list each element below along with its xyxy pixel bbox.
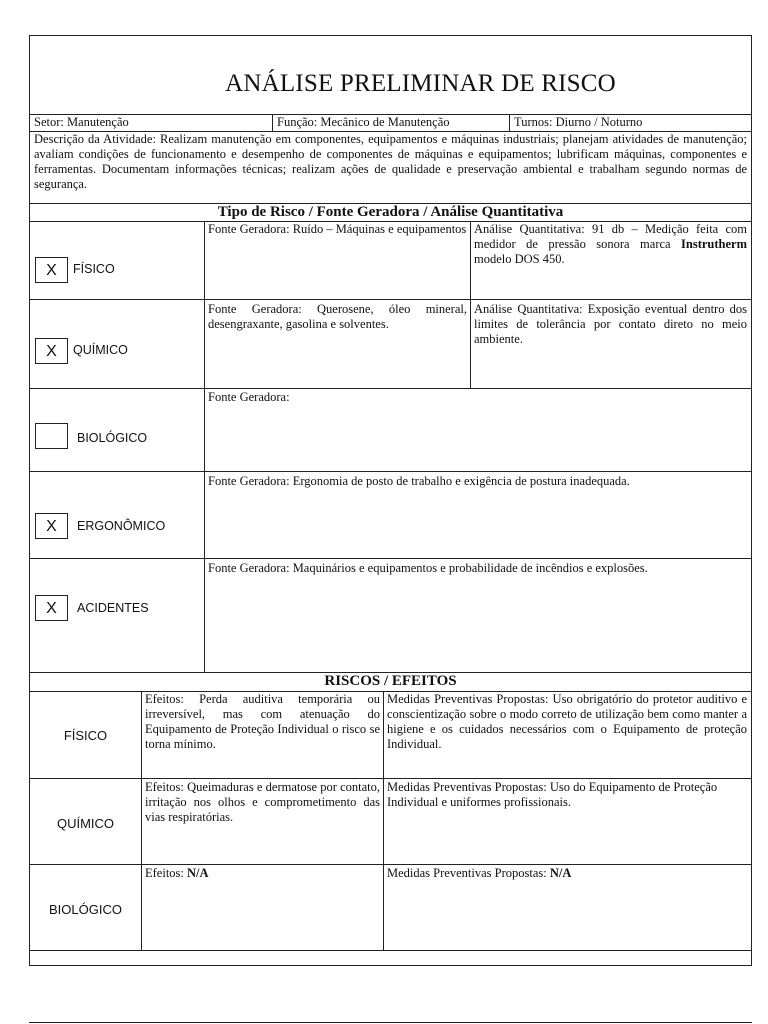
- fonte-geradora-ergonomico: Fonte Geradora: Ergonomia de posto de trabalho e exigência de postura inadequada.: [208, 474, 630, 488]
- checkbox-ergonomico[interactable]: X: [35, 513, 68, 539]
- section-title-risk-types: Tipo de Risco / Fonte Geradora / Análise Quantitativa: [217, 204, 564, 220]
- effects-row-label-quimico: QUÍMICO: [56, 816, 115, 831]
- efeitos-fisico: Efeitos: Perda auditiva temporária ou irreversível, mas com atenuação do Equipamento de Proteção Individual o risco se torna mínimo.: [145, 692, 380, 751]
- risk-label-biologico: BIOLÓGICO: [77, 431, 148, 445]
- divider: [30, 864, 751, 865]
- divider: [470, 221, 471, 388]
- divider: [383, 691, 384, 950]
- footer-divider: [29, 1022, 752, 1023]
- risk-label-fisico: FÍSICO: [73, 262, 115, 276]
- divider: [509, 114, 510, 131]
- divider: [30, 299, 751, 300]
- checkbox-fisico[interactable]: X: [35, 257, 68, 283]
- activity-description: Descrição da Atividade: Realizam manutenção em componentes, equipamentos e máquinas industriais; planejam atividades de manutenção; avaliam condições de funcionamento e desempenho de componentes de máquinas e equipamentos; lubrificam máquinas, componentes e ferramentas. Documentam informações técnicas; realizam ações de qualidade e preservação ambiental e trabalham segundo normas de segurança.: [34, 132, 747, 191]
- efeitos-quimico: Efeitos: Queimaduras e dermatose por contato, irritação nos olhos e comprometimento das vias respiratórias.: [145, 780, 380, 824]
- setor-label: Setor: Manutenção: [34, 115, 129, 129]
- page-title: ANÁLISE PRELIMINAR DE RISCO: [225, 70, 616, 97]
- risk-label-quimico: QUÍMICO: [73, 343, 128, 357]
- checkbox-quimico[interactable]: X: [35, 338, 68, 364]
- checkbox-biologico[interactable]: [35, 423, 68, 449]
- medidas-biologico: Medidas Preventivas Propostas: N/A: [387, 866, 572, 880]
- fonte-geradora-fisico: Fonte Geradora: Ruído – Máquinas e equipamentos: [208, 222, 467, 236]
- efeitos-biologico: Efeitos: N/A: [145, 866, 209, 880]
- divider: [30, 778, 751, 779]
- divider: [30, 471, 751, 472]
- analise-quantitativa-fisico: Análise Quantitativa: 91 db – Medição feita com medidor de pressão sonora marca Instrutherm modelo DOS 450.: [474, 222, 747, 266]
- medidas-fisico: Medidas Preventivas Propostas: Uso obrigatório do protetor auditivo e conscientização sobre o modo correto de utilização bem como manter a higiene e os cuidados necessários com o Equipamento de proteção Individual.: [387, 692, 747, 751]
- section-title-risks-effects: RISCOS / EFEITOS: [324, 673, 457, 689]
- checkbox-acidentes[interactable]: X: [35, 595, 68, 621]
- risk-label-acidentes: ACIDENTES: [77, 601, 149, 615]
- funcao-label: Função: Mecânico de Manutenção: [277, 115, 450, 129]
- divider: [30, 558, 751, 559]
- risk-label-ergonomico: ERGONÔMICO: [77, 519, 166, 533]
- divider: [141, 691, 142, 950]
- medidas-quimico: Medidas Preventivas Propostas: Uso do Equipamento de Proteção Individual e uniformes profissionais.: [387, 780, 718, 809]
- divider: [30, 388, 751, 389]
- divider: [30, 950, 751, 951]
- fonte-geradora-quimico: Fonte Geradora: Querosene, óleo mineral, desengraxante, gasolina e solventes.: [208, 302, 467, 331]
- fonte-geradora-biologico: Fonte Geradora:: [208, 390, 290, 404]
- divider: [204, 221, 205, 672]
- divider: [272, 114, 273, 131]
- effects-row-label-biologico: BIOLÓGICO: [49, 902, 122, 917]
- fonte-geradora-acidentes: Fonte Geradora: Maquinários e equipamentos e probabilidade de incêndios e explosões.: [208, 561, 648, 575]
- analise-quantitativa-quimico: Análise Quantitativa: Exposição eventual dentro dos limites de tolerância por contato direto no meio ambiente.: [474, 302, 747, 346]
- effects-row-label-fisico: FÍSICO: [63, 728, 108, 743]
- turnos-label: Turnos: Diurno / Noturno: [514, 115, 643, 129]
